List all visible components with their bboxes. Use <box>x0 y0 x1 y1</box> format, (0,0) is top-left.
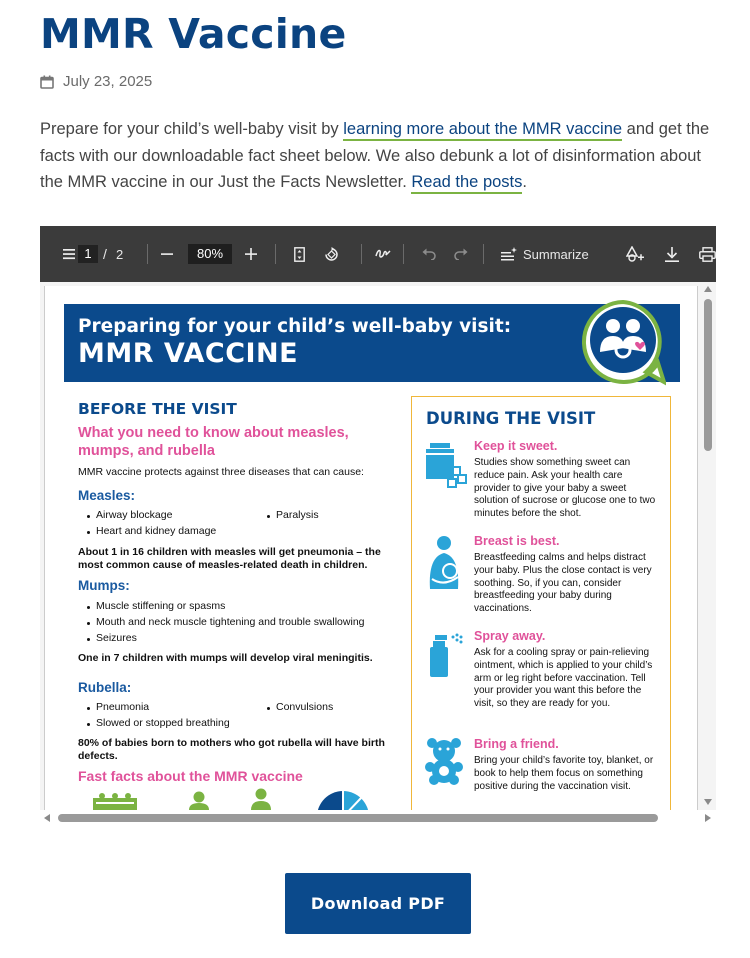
measles-note: About 1 in 16 children with measles will get pneumonia – the <box>78 546 381 558</box>
banner-subtitle: Preparing for your child’s well-baby visit: <box>78 316 512 337</box>
protects-text: MMR vaccine protects against three diseases that can cause: <box>78 466 364 478</box>
list-item: Pneumonia <box>96 701 150 713</box>
download-icon <box>665 247 679 262</box>
calendar-row-icon <box>93 792 137 810</box>
post-date-text: July 23, 2025 <box>63 73 153 90</box>
scroll-right-arrow-icon[interactable] <box>705 814 711 822</box>
bullet <box>87 515 90 518</box>
toolbar-divider <box>403 244 404 264</box>
horizontal-scroll-thumb[interactable] <box>58 814 658 822</box>
bullet <box>87 606 90 609</box>
toolbar-divider <box>483 244 484 264</box>
spray-bottle-icon <box>426 633 466 677</box>
fit-page-icon <box>294 247 305 262</box>
measles-heading: Measles: <box>78 488 136 503</box>
candy-jar-icon <box>422 441 468 489</box>
toolbar-divider <box>275 244 276 264</box>
tip-body: Bring your child’s favorite toy, blanket, or book to help them focus on something positive during the vaccination visit. <box>474 755 654 792</box>
tip-heading: Bring a friend. <box>474 737 559 751</box>
signature-icon <box>375 247 391 261</box>
family-speech-bubble-icon <box>580 300 666 386</box>
toolbar-divider <box>361 244 362 264</box>
sparkle-list-icon <box>501 247 517 261</box>
zoom-in-button[interactable] <box>245 244 257 264</box>
redo-icon <box>454 248 468 260</box>
rubella-note: 80% of babies born to mothers who got rubella will have birth <box>78 737 385 749</box>
printer-icon <box>699 247 716 262</box>
during-visit-heading: DURING THE VISIT <box>426 409 596 428</box>
intro-text: and get the facts with our downloadable fact sheet below. We also debunk a lot of disinformation about the MMR vaccine in our Just the Facts Newsletter. <box>40 120 710 191</box>
list-item: Mouth and neck muscle tightening and trouble swallowing <box>96 616 365 628</box>
menu-icon <box>63 248 75 260</box>
scroll-up-arrow-icon[interactable] <box>704 286 712 292</box>
person-icon <box>189 791 209 810</box>
list-item: Seizures <box>96 632 137 644</box>
bullet <box>87 638 90 641</box>
pdf-page <box>44 286 698 810</box>
intro-text: . <box>522 173 527 191</box>
bullet <box>87 707 90 710</box>
ink-plus-icon <box>626 246 644 262</box>
bullet <box>267 707 270 710</box>
measles-note: most common cause of measles-related death in children. <box>78 559 368 571</box>
calendar-icon <box>40 75 54 89</box>
list-item: Heart and kidney damage <box>96 525 217 537</box>
pie-chart-icon <box>317 791 369 810</box>
print-button[interactable] <box>699 244 716 264</box>
bullet <box>87 723 90 726</box>
fast-facts-heading: Fast facts about the MMR vaccine <box>78 768 303 784</box>
pdf-page-area[interactable] <box>40 282 700 810</box>
toolbar-divider <box>147 244 148 264</box>
intro-text: Prepare for your child’s well-baby visit by <box>40 120 344 138</box>
highlight-button[interactable] <box>626 244 644 264</box>
tip-heading: Spray away. <box>474 629 546 643</box>
minus-icon <box>161 248 173 260</box>
bullet <box>87 531 90 534</box>
list-item: Slowed or stopped breathing <box>96 717 230 729</box>
tip-body: Breastfeeding calms and helps distract your baby. Plus the close contact is very soothing. So, if you can, consider breastfeeding your baby during vaccinations. <box>474 552 652 615</box>
fit-page-button[interactable] <box>294 244 305 264</box>
before-visit-heading: BEFORE THE VISIT <box>78 400 237 418</box>
learn-more-link[interactable]: learning more about the MMR vaccine <box>343 120 622 141</box>
mumps-note: One in 7 children with mumps will develop viral meningitis. <box>78 652 373 664</box>
intro-paragraph <box>40 116 720 196</box>
scroll-left-arrow-icon[interactable] <box>44 814 50 822</box>
rubella-note: defects. <box>78 750 118 762</box>
teddy-bear-icon <box>422 737 466 785</box>
page-separator: / <box>103 246 107 262</box>
plus-icon <box>245 248 257 260</box>
summarize-label: Summarize <box>523 246 589 262</box>
summarize-button[interactable] <box>501 244 589 264</box>
page-number-input[interactable]: 1 <box>78 245 98 263</box>
download-button[interactable] <box>665 244 679 264</box>
during-visit-box <box>411 396 671 810</box>
know-heading-line2: mumps, and rubella <box>78 443 215 459</box>
list-item: Convulsions <box>276 701 334 713</box>
pdf-toolbar <box>40 226 716 282</box>
read-posts-link[interactable]: Read the posts <box>411 173 522 194</box>
rotate-button[interactable] <box>323 244 340 264</box>
list-item: Paralysis <box>276 509 319 521</box>
breastfeeding-icon <box>422 535 468 591</box>
tip-heading: Breast is best. <box>474 534 560 548</box>
list-item: Muscle stiffening or spasms <box>96 600 226 612</box>
vertical-scroll-thumb[interactable] <box>704 299 712 451</box>
pdf-viewer <box>40 226 716 826</box>
vertical-scrollbar[interactable] <box>700 282 716 810</box>
know-heading-line1: What you need to know about measles, <box>78 425 349 441</box>
post-date <box>40 73 152 90</box>
page-title: MMR Vaccine <box>40 10 347 58</box>
scroll-down-arrow-icon[interactable] <box>704 799 712 805</box>
tip-heading: Keep it sweet. <box>474 439 558 453</box>
undo-button[interactable] <box>422 244 436 264</box>
horizontal-scrollbar[interactable] <box>40 810 716 826</box>
total-pages: 2 <box>116 246 124 262</box>
banner-title: MMR VACCINE <box>78 338 299 369</box>
zoom-level[interactable]: 80% <box>188 244 232 264</box>
zoom-out-button[interactable] <box>161 244 173 264</box>
tip-body: Ask for a cooling spray or pain-relieving ointment, which is applied to your child’s arm or leg right before vaccination. Tell your provider you want this before the visit, so they are ready for you. <box>474 647 653 710</box>
bullet <box>267 515 270 518</box>
redo-button[interactable] <box>454 244 468 264</box>
list-item: Airway blockage <box>96 509 173 521</box>
tip-body: Studies show something sweet can reduce pain. Ask your health care provider to give your baby a sweet solution of sucrose or glucose one to two minutes before the shot. <box>474 457 656 520</box>
rotate-icon <box>323 247 340 262</box>
sidebar-toggle-button[interactable] <box>63 244 75 264</box>
download-pdf-button[interactable]: Download PDF <box>285 873 471 934</box>
draw-button[interactable] <box>375 244 391 264</box>
bullet <box>87 622 90 625</box>
undo-icon <box>422 248 436 260</box>
person-icon <box>251 788 271 810</box>
mumps-heading: Mumps: <box>78 578 130 593</box>
rubella-heading: Rubella: <box>78 680 132 695</box>
